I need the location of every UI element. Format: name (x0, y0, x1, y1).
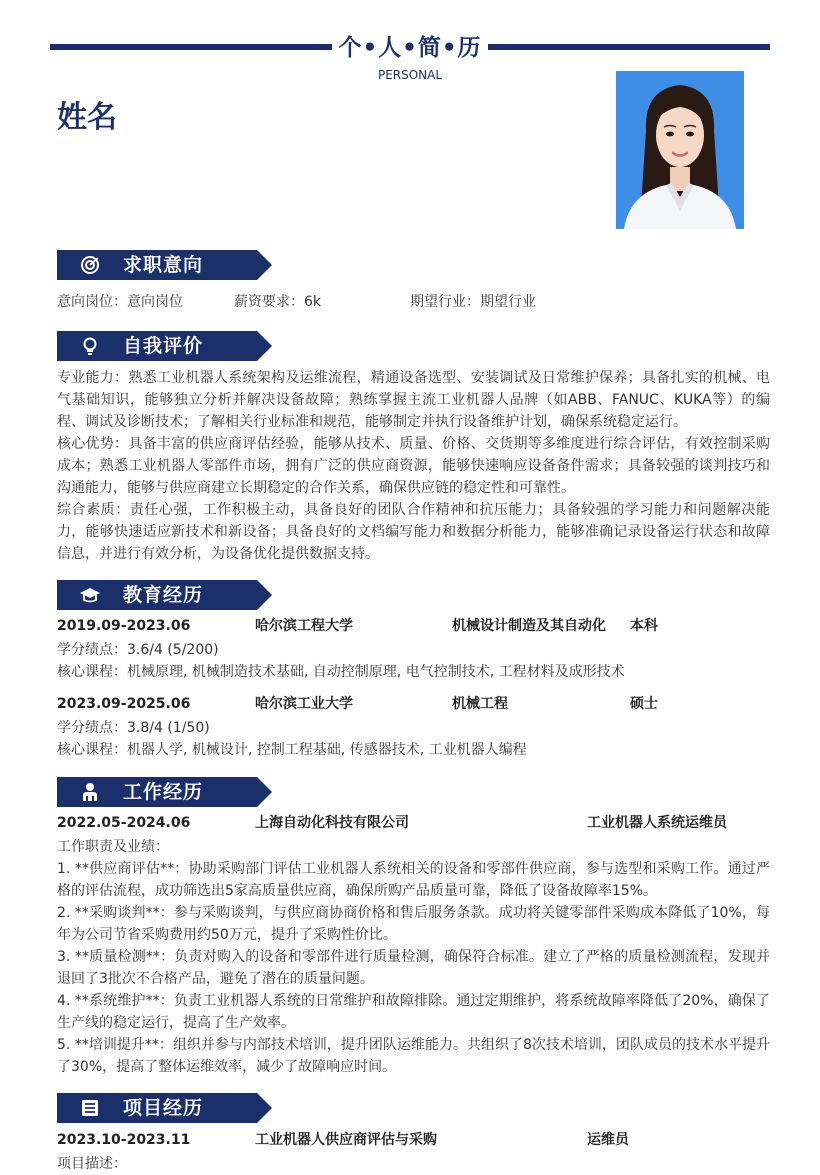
self-eval-paragraph: 专业能力：熟悉工业机器人系统架构及运维流程，精通设备选型、安装调试及日常维护保养；具备扎实的机械、电气基础知识，能够独立分析并解决设备故障；熟练掌握主流工业机器人品牌（如ABB、FANUC、KUKA等）的编程、调试及诊断技术；了解相关行业标准和规范，能够制定并执行设备维护计划，确保系统稳定运行。 (57, 370, 770, 430)
section-header (57, 1093, 770, 1123)
section-banner (57, 777, 272, 807)
education-entry (57, 693, 770, 761)
profile-photo (616, 71, 744, 229)
work-item: 1. **供应商评估**：协助采购部门评估工业机器人系统相关的设备和零部件供应商，参与选型和采购工作。通过严格的评估流程，成功筛选出5家高质量供应商，确保所购产品质量可靠，降低了设备故障率15%。 (57, 861, 770, 899)
target-icon (79, 255, 101, 275)
section-title: 项目经历 (123, 1097, 204, 1119)
work-item: 4. **系统维护**：负责工业机器人系统的日常维护和故障排除。通过定期维护，将系统故障率降低了20%，确保了生产线的稳定运行，提高了生产效率。 (57, 993, 770, 1031)
lightbulb-icon (79, 336, 101, 356)
education-entry-header (57, 615, 770, 637)
edu-school: 哈尔滨工业大学 (255, 696, 353, 712)
self-eval-paragraph: 核心优势：具备丰富的供应商评估经验，能够从技术、质量、价格、交货期等多维度进行综合评估，有效控制采购成本；熟悉工业机器人零部件市场，拥有广泛的供应商资源，能够快速响应设备备件需求；具备较强的谈判技巧和沟通能力，能够与供应商建立长期稳定的合作关系，确保供应链的稳定性和可靠性。 (57, 436, 770, 496)
section-banner (57, 580, 272, 610)
section-job-intent (57, 250, 770, 313)
edu-courses: 核心课程：机器人学, 机械设计, 控制工程基础, 传感器技术, 工业机器人编程 (57, 742, 527, 758)
project-name: 工业机器人供应商评估与采购 (255, 1132, 437, 1148)
work-period: 2022.05-2024.06 (57, 815, 191, 831)
work-item: 3. **质量检测**：负责对购入的设备和零部件进行质量检测，确保符合标准。建立了严格的质量检测流程，发现并退回了3批次不合格产品，避免了潜在的质量问题。 (57, 949, 770, 987)
intent-industry: 期望行业：期望行业 (410, 294, 536, 310)
intent-row (57, 291, 770, 313)
candidate-name: 姓名 (57, 100, 117, 135)
section-banner (57, 331, 272, 361)
person-icon (79, 782, 101, 802)
work-entry-header (57, 812, 770, 834)
section-title: 自我评价 (123, 335, 204, 357)
edu-major: 机械设计制造及其自动化 (452, 618, 606, 634)
edu-school: 哈尔滨工程大学 (255, 618, 353, 634)
section-header (57, 777, 770, 807)
edu-period: 2023.09-2025.06 (57, 696, 191, 712)
work-item: 5. **培训提升**：组织并参与内部技术培训，提升团队运维能力。共组织了8次技术培训，团队成员的技术水平提升了30%，提高了整体运维效率，减少了故障响应时间。 (57, 1037, 770, 1075)
work-intro: 工作职责及业绩： (57, 839, 169, 855)
section-education (57, 580, 770, 761)
edu-degree: 本科 (630, 618, 658, 634)
edu-period: 2019.09-2023.06 (57, 618, 191, 634)
section-title: 工作经历 (123, 781, 204, 803)
project-desc-label: 项目描述： (57, 1156, 127, 1172)
header-line-right (488, 44, 770, 50)
section-banner (57, 250, 272, 280)
project-period: 2023.10-2023.11 (57, 1132, 191, 1148)
section-work (57, 777, 770, 1078)
project-entry-header (57, 1129, 770, 1151)
project-entry (57, 1129, 770, 1175)
education-entry (57, 615, 770, 683)
graduation-cap-icon (79, 585, 101, 605)
section-title: 教育经历 (123, 584, 204, 606)
edu-gpa: 学分绩点：3.8/4 (1/50) (57, 720, 210, 736)
work-entry (57, 812, 770, 1078)
section-project (57, 1093, 770, 1175)
section-banner (57, 1093, 272, 1123)
section-title: 求职意向 (123, 254, 204, 276)
intent-position: 意向岗位：意向岗位 (57, 294, 183, 310)
work-role: 工业机器人系统运维员 (587, 815, 727, 831)
edu-courses: 核心课程：机械原理, 机械制造技术基础, 自动控制原理, 电气控制技术, 工程材料及成形技术 (57, 664, 625, 680)
resume-subtitle: PERSONAL (377, 68, 443, 82)
intent-salary: 薪资要求：6k (234, 294, 322, 310)
edu-degree: 硕士 (630, 696, 658, 712)
self-eval-paragraph: 综合素质：责任心强，工作积极主动，具备良好的团队合作精神和抗压能力；具备较强的学习能力和问题解决能力，能够快速适应新技术和新设备；具备良好的文档编写能力和数据分析能力，能够准确记录设备运行状态和故障信息，并进行有效分析，为设备优化提供数据支持。 (57, 502, 770, 562)
list-icon (79, 1098, 101, 1118)
section-header (57, 250, 770, 280)
work-item: 2. **采购谈判**：参与采购谈判，与供应商协商价格和售后服务条款。成功将关键零部件采购成本降低了10%，每年为公司节省采购费用约50万元，提升了采购性价比。 (57, 905, 770, 943)
edu-gpa: 学分绩点：3.6/4 (5/200) (57, 642, 219, 658)
section-header (57, 331, 770, 361)
self-eval-body (57, 367, 770, 565)
edu-major: 机械工程 (452, 696, 508, 712)
work-company: 上海自动化科技有限公司 (255, 815, 409, 831)
project-role: 运维员 (587, 1132, 629, 1148)
header-line-left (50, 44, 332, 50)
education-entry-header (57, 693, 770, 715)
section-header (57, 580, 770, 610)
resume-title: 个•人•简•历 (338, 35, 482, 61)
section-self-evaluation (57, 331, 770, 565)
